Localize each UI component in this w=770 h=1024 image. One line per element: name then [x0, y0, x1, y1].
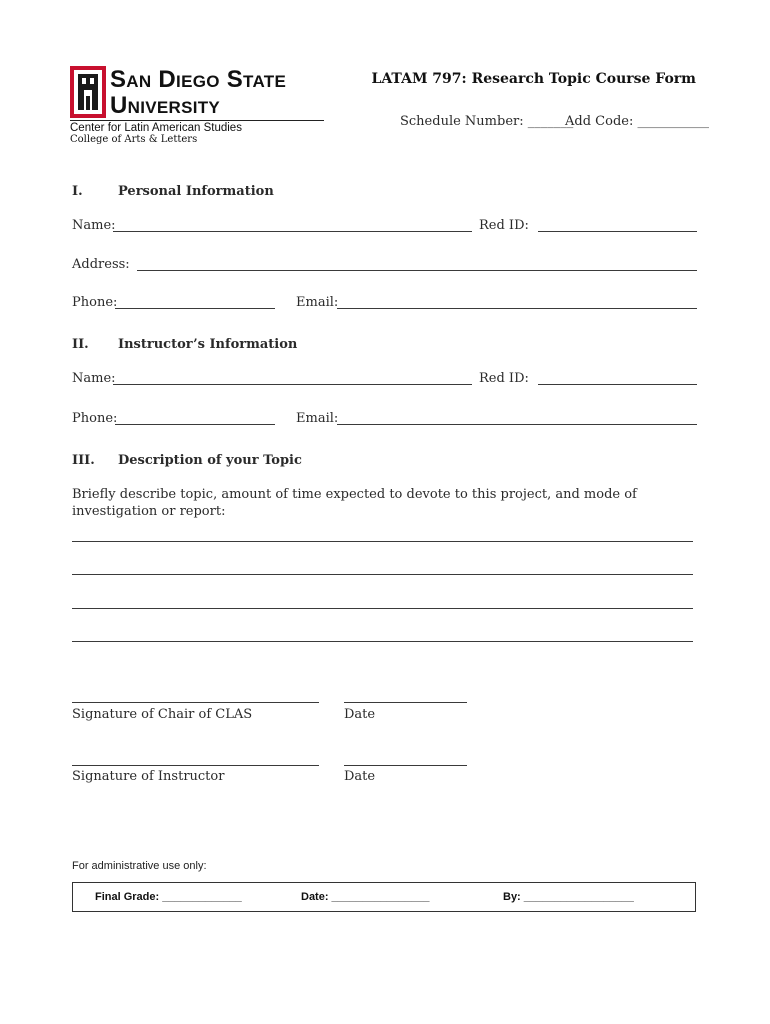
personal-email-label: Email:: [296, 295, 339, 310]
instructor-name-label: Name:: [72, 371, 116, 386]
personal-phone-label: Phone:: [72, 295, 118, 310]
admin-final-grade[interactable]: Final Grade: _____________: [95, 891, 242, 903]
instructor-redid-input[interactable]: [538, 384, 697, 385]
admin-by[interactable]: By: __________________: [503, 891, 634, 903]
description-line-3[interactable]: [72, 608, 693, 609]
personal-email-input[interactable]: [337, 308, 697, 309]
description-prompt: Briefly describe topic, amount of time expected to devote to this project, and mode of investigation or report:: [72, 487, 637, 519]
instructor-date-label: Date: [344, 769, 376, 784]
section-3-numeral: III.: [72, 453, 95, 468]
section-1-title: Personal Information: [118, 184, 274, 199]
personal-name-label: Name:: [72, 218, 116, 233]
admin-note: For administrative use only:: [72, 860, 207, 872]
schedule-number-field[interactable]: Schedule Number: _______: [400, 114, 574, 129]
instructor-signature-line[interactable]: [72, 765, 319, 766]
chair-date-line[interactable]: [344, 702, 467, 703]
personal-name-input[interactable]: [113, 231, 472, 232]
instructor-phone-label: Phone:: [72, 411, 118, 426]
personal-redid-input[interactable]: [538, 231, 697, 232]
sdsu-tower-icon: [70, 66, 106, 118]
personal-redid-label: Red ID:: [479, 218, 529, 233]
instructor-signature-label: Signature of Instructor: [72, 769, 225, 784]
chair-signature-label: Signature of Chair of CLAS: [72, 707, 253, 722]
form-title: LATAM 797: Research Topic Course Form: [371, 71, 696, 87]
section-2-title: Instructor’s Information: [118, 337, 298, 352]
personal-phone-input[interactable]: [115, 308, 275, 309]
instructor-email-input[interactable]: [337, 424, 697, 425]
description-line-1[interactable]: [72, 541, 693, 542]
section-1-numeral: I.: [72, 184, 83, 199]
instructor-name-input[interactable]: [113, 384, 472, 385]
personal-address-label: Address:: [72, 257, 130, 272]
logo-dept: Center for Latin American Studies: [70, 122, 242, 134]
logo-divider: [70, 120, 324, 121]
section-3-title: Description of your Topic: [118, 453, 302, 468]
add-code-field[interactable]: Add Code: ___________: [565, 114, 709, 129]
chair-date-label: Date: [344, 707, 376, 722]
description-line-4[interactable]: [72, 641, 693, 642]
instructor-date-line[interactable]: [344, 765, 467, 766]
chair-signature-line[interactable]: [72, 702, 319, 703]
instructor-redid-label: Red ID:: [479, 371, 529, 386]
logo-line-1: San Diego State: [110, 66, 287, 93]
admin-box: [72, 882, 696, 912]
description-line-2[interactable]: [72, 574, 693, 575]
personal-address-input[interactable]: [137, 270, 697, 271]
section-2-numeral: II.: [72, 337, 89, 352]
instructor-email-label: Email:: [296, 411, 339, 426]
logo-line-2: University: [110, 92, 221, 119]
instructor-phone-input[interactable]: [115, 424, 275, 425]
admin-date[interactable]: Date: ________________: [301, 891, 430, 903]
logo-college: College of Arts & Letters: [70, 134, 198, 145]
